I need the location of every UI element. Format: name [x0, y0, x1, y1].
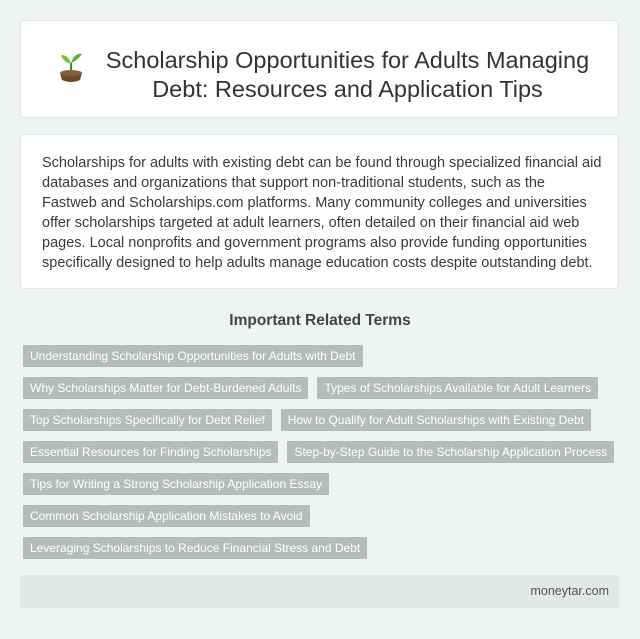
related-terms-heading: Important Related Terms: [229, 312, 411, 329]
related-term-tag[interactable]: Tips for Writing a Strong Scholarship Application Essay: [23, 473, 329, 495]
related-term-tag[interactable]: Why Scholarships Matter for Debt-Burdened Adults: [23, 377, 308, 399]
term-row: [23, 537, 623, 559]
page-title-line-2: Debt: Resources and Application Tips: [152, 76, 543, 102]
footer-site[interactable]: moneytar.com: [530, 584, 609, 598]
term-row: [23, 441, 623, 463]
related-term-tag[interactable]: Types of Scholarships Available for Adult Learners: [317, 377, 598, 399]
related-term-tag[interactable]: Essential Resources for Finding Scholarships: [23, 441, 278, 463]
related-term-tag[interactable]: How to Qualify for Adult Scholarships with Existing Debt: [281, 409, 591, 431]
related-term-tag[interactable]: Common Scholarship Application Mistakes to Avoid: [23, 505, 310, 527]
related-term-tag[interactable]: Understanding Scholarship Opportunities for Adults with Debt: [23, 345, 363, 367]
title-card: [20, 20, 619, 118]
footer: [20, 575, 619, 608]
term-row: [23, 505, 623, 527]
term-row: [23, 345, 623, 367]
related-term-tag[interactable]: Step-by-Step Guide to the Scholarship Application Process: [287, 441, 614, 463]
term-row: [23, 377, 623, 399]
page-title-line-1: Scholarship Opportunities for Adults Managing: [105, 47, 590, 73]
related-term-tag[interactable]: Leveraging Scholarships to Reduce Financial Stress and Debt: [23, 537, 367, 559]
description-text: Scholarships for adults with existing debt can be found through specialized financial aid databases and organizations that support non-traditional students, such as the Fastweb and Scholarships.com platforms. Many community colleges and universities offer scholarships targeted at adult learners, often detailed on their financial aid web pages. Local nonprofits and government programs also provide funding opportunities specifically designed to help adults manage education costs despite outstanding debt.: [42, 155, 602, 271]
term-row: [23, 409, 623, 431]
term-row: [23, 473, 623, 495]
page-title: [95, 46, 600, 104]
related-terms-list: [23, 345, 623, 569]
seedling-icon: [51, 49, 91, 89]
related-term-tag[interactable]: Top Scholarships Specifically for Debt Relief: [23, 409, 272, 431]
description-card: [20, 134, 619, 289]
